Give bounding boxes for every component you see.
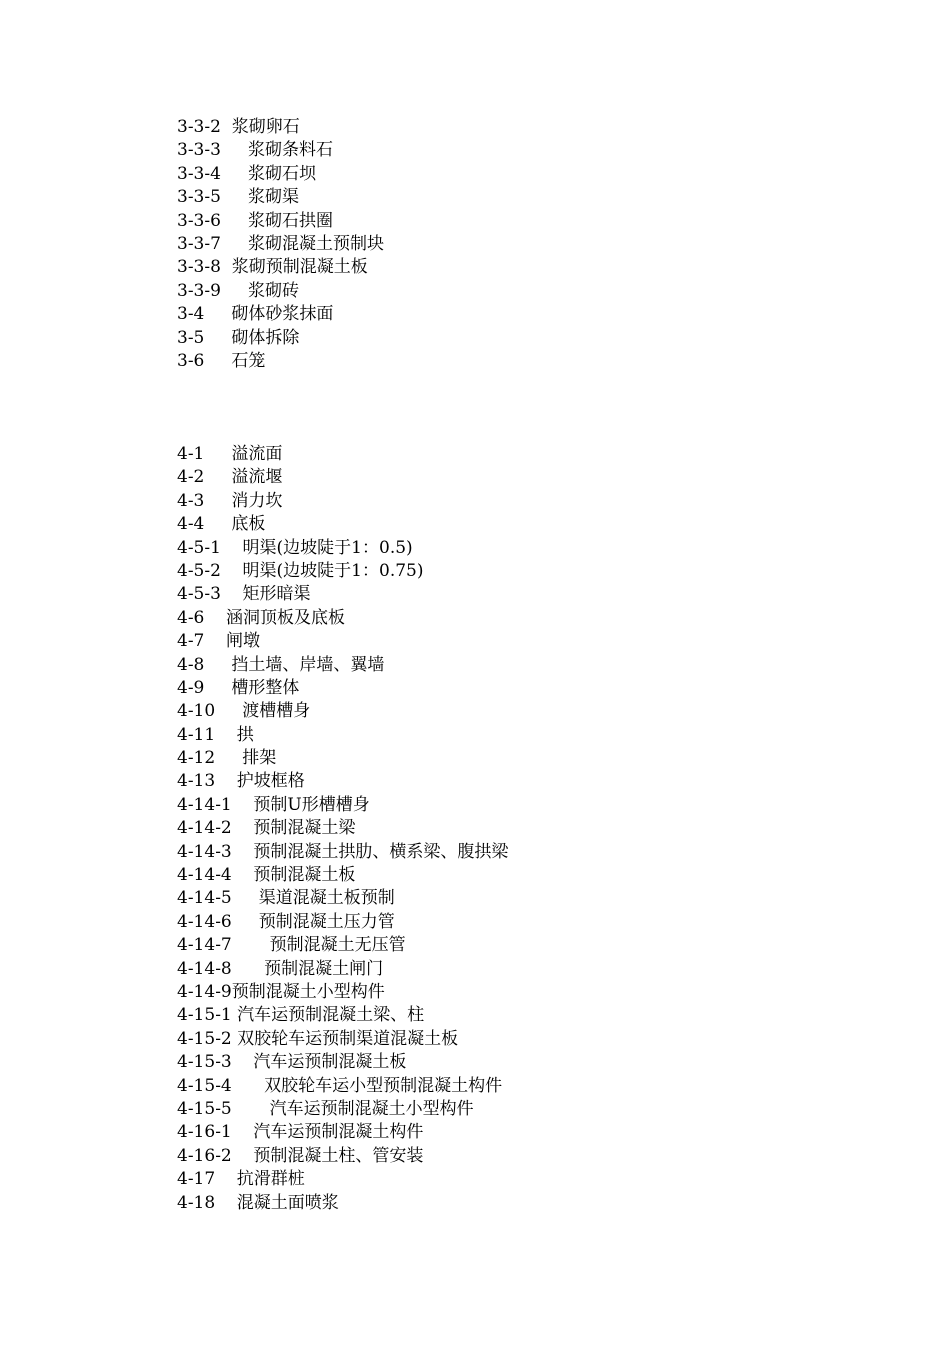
list-item: 3-5 砌体拆除 bbox=[177, 327, 300, 348]
section-3-list bbox=[177, 116, 877, 373]
list-item: 4-17 抗滑群桩 bbox=[177, 1169, 305, 1190]
list-item: 4-1 溢流面 bbox=[177, 444, 283, 464]
list-item: 4-16-2 预制混凝土柱、管安装 bbox=[177, 1145, 424, 1166]
list-item: 4-14-7 预制混凝土无压管 bbox=[177, 935, 406, 956]
list-item: 3-3-2 浆砌卵石 bbox=[177, 117, 300, 137]
list-item: 4-5-3 矩形暗渠 bbox=[177, 584, 311, 605]
list-item: 4-5-2 明渠(边坡陡于1：0.75) bbox=[177, 560, 424, 581]
list-item: 4-3 消力坎 bbox=[177, 490, 283, 511]
list-item: 3-3-9 浆砌砖 bbox=[177, 280, 299, 301]
list-item: 4-14-6 预制混凝土压力管 bbox=[177, 911, 395, 932]
list-item: 4-15-2 双胶轮车运预制渠道混凝土板 bbox=[177, 1028, 459, 1049]
section-4-list bbox=[177, 443, 877, 1215]
list-item: 4-15-4 双胶轮车运小型预制混凝土构件 bbox=[177, 1075, 503, 1096]
list-item: 4-15-5 汽车运预制混凝土小型构件 bbox=[177, 1098, 474, 1119]
list-item: 4-14-5 渠道混凝土板预制 bbox=[177, 888, 395, 909]
list-item: 4-15-1 汽车运预制混凝土梁、柱 bbox=[177, 1005, 425, 1026]
list-item: 4-9 槽形整体 bbox=[177, 677, 300, 698]
list-item: 3-3-8 浆砌预制混凝土板 bbox=[177, 257, 368, 278]
list-item: 3-3-3 浆砌条料石 bbox=[177, 140, 333, 161]
list-item: 3-3-5 浆砌渠 bbox=[177, 187, 299, 208]
list-item: 3-3-4 浆砌石坝 bbox=[177, 163, 316, 184]
list-item: 4-2 溢流堰 bbox=[177, 467, 283, 488]
list-item: 4-7 闸墩 bbox=[177, 631, 260, 652]
list-item: 4-4 底板 bbox=[177, 514, 266, 535]
list-item: 4-14-3 预制混凝土拱肋、横系梁、腹拱梁 bbox=[177, 841, 509, 862]
list-item: 3-6 石笼 bbox=[177, 350, 266, 371]
list-item: 4-14-2 预制混凝土梁 bbox=[177, 818, 356, 839]
list-item: 4-8 挡土墙、岸墙、翼墙 bbox=[177, 654, 385, 675]
list-item: 4-12 排架 bbox=[177, 748, 277, 769]
list-item: 4-6 涵洞顶板及底板 bbox=[177, 607, 345, 628]
list-item: 4-14-4 预制混凝土板 bbox=[177, 865, 356, 886]
list-item: 4-14-9预制混凝土小型构件 bbox=[177, 981, 385, 1002]
list-item: 4-14-8 预制混凝土闸门 bbox=[177, 958, 384, 979]
list-item: 4-14-1 预制U形槽槽身 bbox=[177, 794, 370, 815]
list-item: 4-5-1 明渠(边坡陡于1：0.5) bbox=[177, 537, 413, 558]
list-item: 4-15-3 汽车运预制混凝土板 bbox=[177, 1052, 407, 1073]
list-item: 4-13 护坡框格 bbox=[177, 771, 305, 792]
list-item: 3-3-7 浆砌混凝土预制块 bbox=[177, 233, 384, 254]
list-item: 3-3-6 浆砌石拱圈 bbox=[177, 210, 333, 231]
list-item: 4-10 渡槽槽身 bbox=[177, 701, 311, 722]
list-item: 4-18 混凝土面喷浆 bbox=[177, 1192, 339, 1213]
list-item: 3-4 砌体砂浆抹面 bbox=[177, 304, 334, 325]
list-item: 4-11 拱 bbox=[177, 724, 254, 745]
list-item: 4-16-1 汽车运预制混凝土构件 bbox=[177, 1122, 424, 1143]
